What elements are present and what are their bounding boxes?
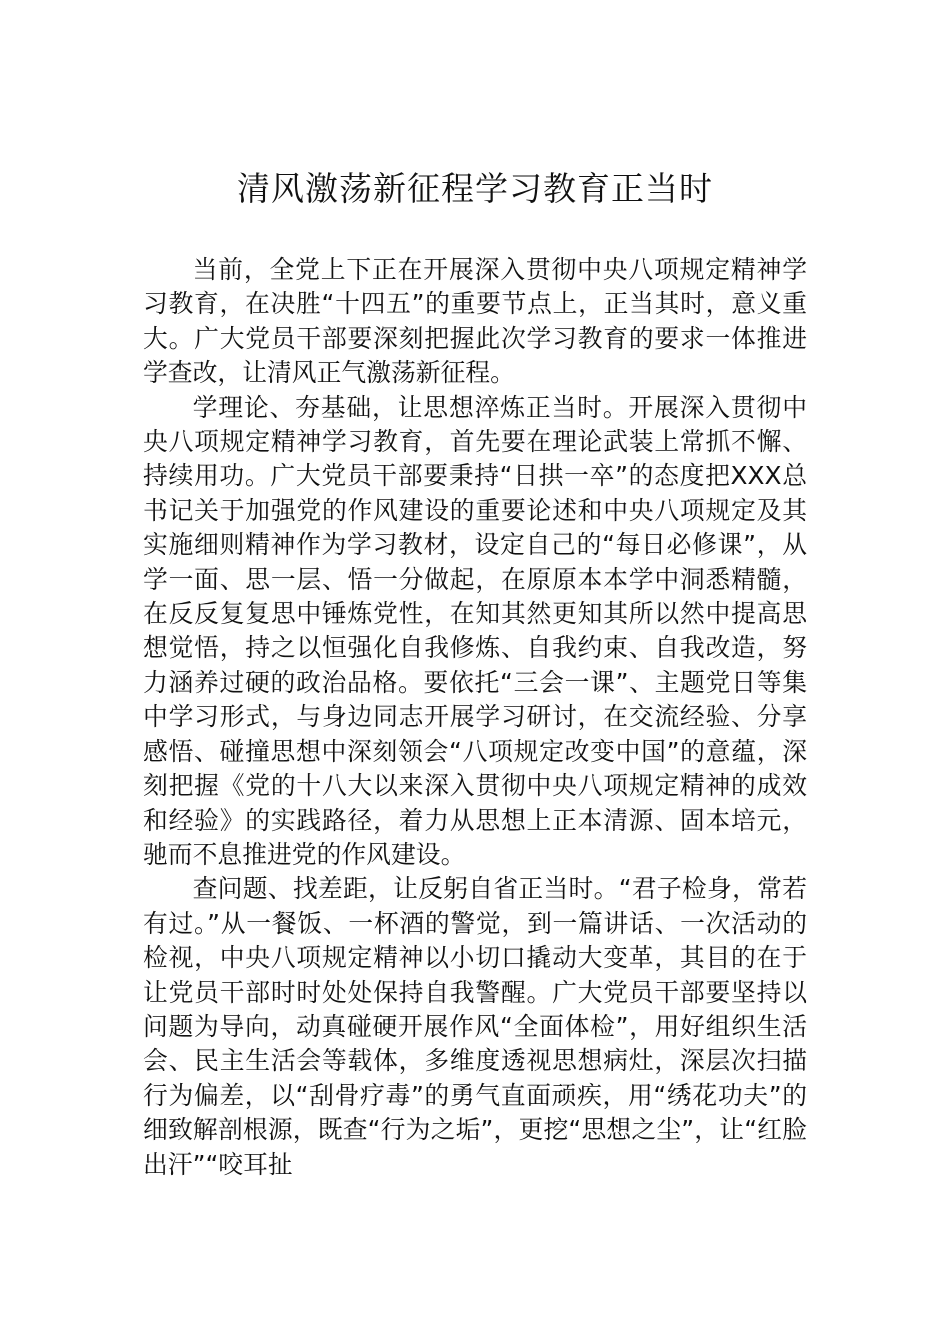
paragraph-check-problems: 查问题、找差距，让反躬自省正当时。“君子检身，常若有过。”从一餐饭、一杯酒的警觉，到一篇讲话、一次活动的检视，中央八项规定精神以小切口撬动大变革，其目的在于让党员干部时时处处保持自我警醒。广大党员干部要坚持以问题为导向，动真碰硬开展作风“全面体检”，用好组织生活会、民主生活会等载体，多维度透视思想病灶，深层次扫描行为偏差，以“刮骨疗毒”的勇气直面顽疾，用“绣花功夫”的细致解剖根源，既查“行为之垢”，更挖“思想之尘”，让“红脸出汗”“咬耳扯: [143, 874, 807, 1179]
document-body: [143, 253, 807, 1182]
paragraph-study-theory: 学理论、夯基础，让思想淬炼正当时。开展深入贯彻中央八项规定精神学习教育，首先要在理论武装上常抓不懈、持续用功。广大党员干部要秉持“日拱一卒”的态度把XXX总书记关于加强党的作风建设的重要论述和中央八项规定及其实施细则精神作为学习教材，设定自己的“每日必修课”，从学一面、思一层、悟一分做起，在原原本本学中洞悉精髓，在反反复复思中锤炼党性，在知其然更知其所以然中提高思想觉悟，持之以恒强化自我修炼、自我约束、自我改造，努力涵养过硬的政治品格。要依托“三会一课”、主题党日等集中学习形式，与身边同志开展学习研讨，在交流经验、分享感悟、碰撞思想中深刻领会“八项规定改变中国”的意蕴，深刻把握《党的十八大以来深入贯彻中央八项规定精神的成效和经验》的实践路径，着力从思想上正本清源、固本培元，驰而不息推进党的作风建设。: [143, 392, 807, 869]
document-title: 清风激荡新征程学习教育正当时: [237, 169, 713, 208]
paragraph-intro: 当前，全党上下正在开展深入贯彻中央八项规定精神学习教育，在决胜“十四五”的重要节点上，正当其时，意义重大。广大党员干部要深刻把握此次学习教育的要求一体推进学查改，让清风正气激荡新征程。: [143, 255, 807, 388]
